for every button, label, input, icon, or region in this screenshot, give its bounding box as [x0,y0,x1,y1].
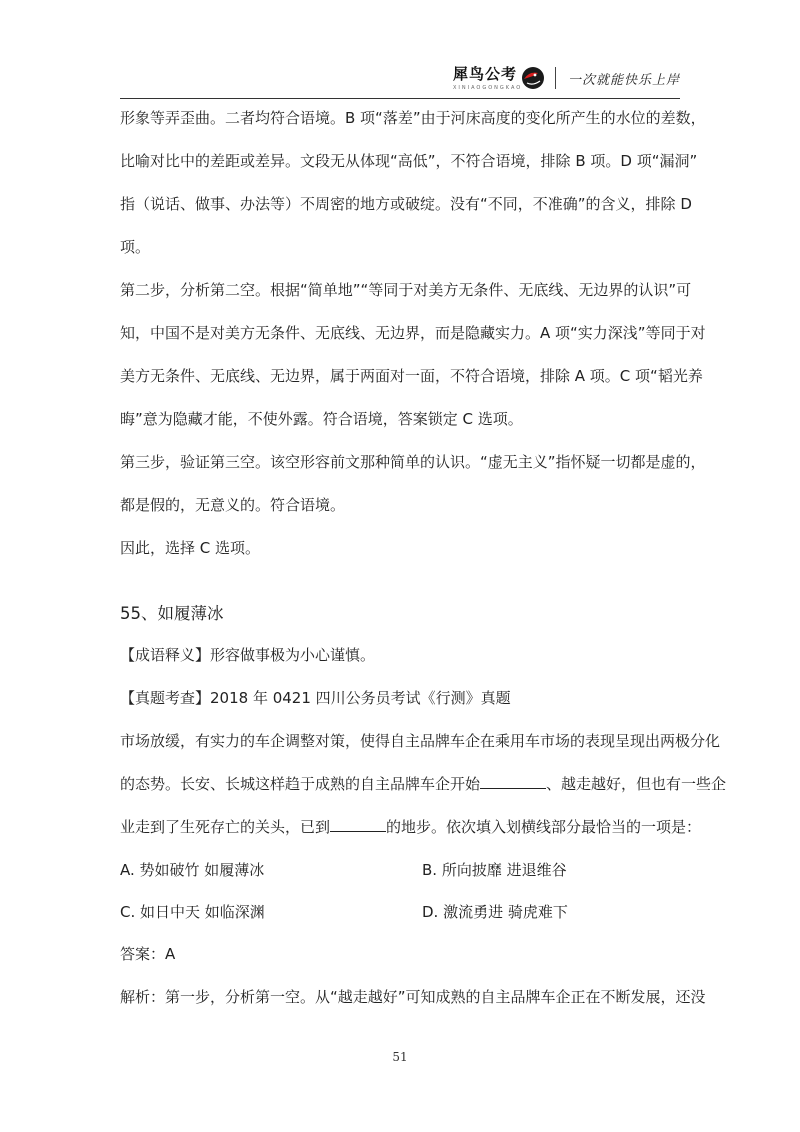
conclusion-line: 因此，选择 C 选项。 [120,539,261,557]
logo-name: 犀鸟公考 [452,64,517,83]
options-row [120,902,682,922]
text-line: 形象等弄歪曲。二者均符合语境。B 项“落差”由于河床高度的变化所产生的水位的差数， [120,109,706,127]
answer-line: 答案：A [120,945,176,963]
analysis-line: 解析：第一步，分析第一空。从“越走越好”可知成熟的自主品牌车企正在不断发展，还没 [120,988,706,1006]
option-c: C. 如日中天 如临深渊 [120,903,265,921]
idiom-heading: 55、如履薄冰 [120,604,224,623]
question-line [120,774,727,794]
text-line: 晦”意为隐藏才能，不使外露。符合语境，答案锁定 C 选项。 [120,410,523,428]
option-d: D. 激流勇进 骑虎难下 [422,903,568,921]
header-rule [120,98,680,99]
page-content [120,108,727,1030]
logo-subtitle: XINIAOGONGKAO [452,84,523,91]
page-header [120,56,680,100]
question-text: 业走到了生死存亡的关头，已到 [120,818,331,836]
fill-blank-2 [330,817,386,832]
text-line: 第三步，验证第三空。该空形容前文那种简单的认识。“虚无主义”指怀疑一切都是虚的， [120,453,706,471]
brand-logo [453,60,680,96]
question-line [120,817,702,837]
question-text: 、越走越好，但也有一些企 [546,775,727,793]
option-b: B. 所向披靡 进退维谷 [422,861,567,879]
logo-divider [555,67,556,89]
page-number: 51 [392,1050,408,1064]
question-text: 的地步。依次填入划横线部分最恰当的一项是： [386,818,702,836]
exam-source: 【真题考查】2018 年 0421 四川公务员考试《行测》真题 [120,689,511,707]
text-line: 项。 [120,238,151,256]
text-line: 知，中国不是对美方无条件、无底线、无边界，而是隐藏实力。A 项“实力深浅”等同于对 [120,324,706,342]
text-line: 都是假的，无意义的。符合语境。 [120,496,346,514]
fill-blank-1 [480,774,546,789]
hornbill-icon [521,66,545,90]
option-a: A. 势如破竹 如履薄冰 [120,861,265,879]
question-text: 的态势。长安、长城这样趋于成熟的自主品牌车企开始 [120,775,481,793]
question-line: 市场放缓，有实力的车企调整对策，使得自主品牌车企在乘用车市场的表现呈现出两极分化 [120,732,721,750]
text-line: 指（说话、做事、办法等）不周密的地方或破绽。没有“不同，不准确”的含义，排除 D [120,195,692,213]
text-line: 第二步，分析第二空。根据“简单地”“等同于对美方无条件、无底线、无边界的认识”可 [120,281,692,299]
idiom-meaning: 【成语释义】形容做事极为小心谨慎。 [120,646,376,664]
spacer [120,581,682,603]
text-line: 美方无条件、无底线、无边界，属于两面对一面，不符合语境，排除 A 项。C 项“韬光养 [120,367,703,385]
text-line: 比喻对比中的差距或差异。文段无从体现“高低”，不符合语境，排除 B 项。D 项“漏洞” [120,152,698,170]
slogan: 一次就能快乐上岸 [567,72,680,88]
options-row [120,860,682,880]
logo-name-block [452,63,523,94]
